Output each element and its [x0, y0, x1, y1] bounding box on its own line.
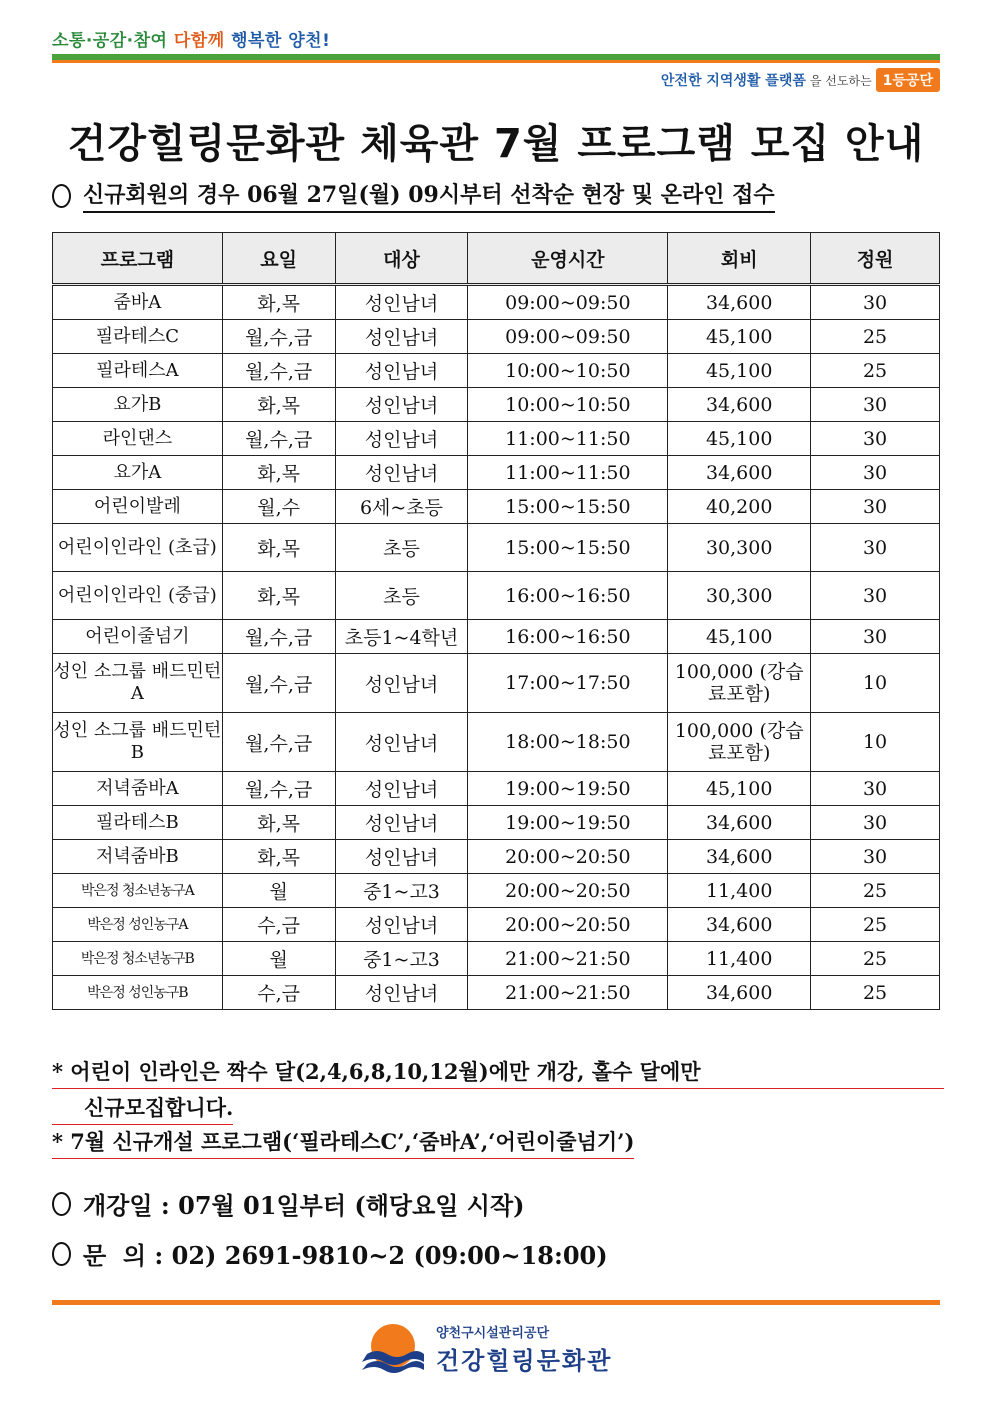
cell-time: 15:00~15:50: [468, 524, 668, 572]
cell-program: 요가A: [53, 456, 223, 490]
table-row: [53, 806, 940, 840]
cell-target: 성인남녀: [335, 713, 468, 772]
note-new-programs: * 7월 신규개설 프로그램(‘필라테스C’,‘줌바A’,‘어린이줄넘기’): [52, 1126, 634, 1159]
cell-days: 월,수,금: [222, 772, 335, 806]
cell-time: 21:00~21:50: [468, 942, 668, 976]
cell-days: 월,수: [222, 490, 335, 524]
cell-time: 21:00~21:50: [468, 976, 668, 1010]
cell-days: 화,목: [222, 524, 335, 572]
cell-program: 필라테스A: [53, 354, 223, 388]
cell-fee: 34,600: [668, 456, 811, 490]
cell-capacity: 30: [811, 456, 940, 490]
header-days: 요일: [222, 233, 335, 285]
cell-time: 20:00~20:50: [468, 840, 668, 874]
cell-capacity: 30: [811, 572, 940, 620]
cell-capacity: 30: [811, 840, 940, 874]
cell-days: 화,목: [222, 840, 335, 874]
tagline-small: 을 선도하는: [809, 73, 872, 88]
cell-program: 어린이인라인 (중급): [53, 572, 223, 620]
header-fee: 회비: [668, 233, 811, 285]
cell-time: 11:00~11:50: [468, 422, 668, 456]
footer-org: 양천구시설관리공단: [436, 1326, 550, 1341]
cell-time: 19:00~19:50: [468, 806, 668, 840]
cell-time: 17:00~17:50: [468, 654, 668, 713]
cell-days: 월,수,금: [222, 654, 335, 713]
cell-days: 월,수,금: [222, 422, 335, 456]
table-row: [53, 388, 940, 422]
cell-time: 09:00~09:50: [468, 285, 668, 320]
cell-target: 성인남녀: [335, 422, 468, 456]
cell-days: 화,목: [222, 285, 335, 320]
cell-capacity: 30: [811, 388, 940, 422]
header-orange-bar: [52, 60, 940, 63]
table-row: [53, 840, 940, 874]
cell-fee: 100,000 (강습료포함): [668, 654, 811, 713]
cell-time: 20:00~20:50: [468, 874, 668, 908]
cell-target: 초등1~4학년: [335, 620, 468, 654]
contact-info: [52, 1236, 608, 1271]
note-inline-schedule-cont: 신규모집합니다.: [52, 1092, 233, 1125]
cell-target: 성인남녀: [335, 320, 468, 354]
cell-program: 줌바A: [53, 285, 223, 320]
header-time: 운영시간: [468, 233, 668, 285]
cell-fee: 45,100: [668, 772, 811, 806]
cell-target: 6세~초등: [335, 490, 468, 524]
cell-capacity: 30: [811, 285, 940, 320]
contact-text: 문 의 : 02) 2691-9810~2 (09:00~18:00): [83, 1241, 608, 1270]
header-target: 대상: [335, 233, 468, 285]
cell-program: 필라테스B: [53, 806, 223, 840]
cell-time: 20:00~20:50: [468, 908, 668, 942]
cell-time: 19:00~19:50: [468, 772, 668, 806]
cell-capacity: 25: [811, 942, 940, 976]
cell-time: 16:00~16:50: [468, 572, 668, 620]
header-capacity: 정원: [811, 233, 940, 285]
cell-fee: 45,100: [668, 354, 811, 388]
notice-text: 신규회원의 경우 06월 27일(월) 09시부터 선착순 현장 및 온라인 접수: [83, 178, 775, 213]
cell-program: 박은정 청소년농구B: [53, 942, 223, 976]
cell-program: 어린이발레: [53, 490, 223, 524]
cell-time: 18:00~18:50: [468, 713, 668, 772]
footer-logo: [362, 1318, 612, 1380]
table-row: [53, 874, 940, 908]
cell-days: 월: [222, 874, 335, 908]
table-row: [53, 713, 940, 772]
cell-program: 어린이인라인 (초급): [53, 524, 223, 572]
cell-target: 중1~고3: [335, 874, 468, 908]
slogan-part3: 행복한 양천!: [231, 31, 331, 51]
program-table: [52, 232, 940, 1010]
cell-time: 15:00~15:50: [468, 490, 668, 524]
cell-time: 16:00~16:50: [468, 620, 668, 654]
cell-days: 월,수,금: [222, 713, 335, 772]
cell-fee: 11,400: [668, 874, 811, 908]
slogan-part2: 다함께: [173, 31, 225, 51]
cell-capacity: 30: [811, 524, 940, 572]
cell-days: 월,수,금: [222, 620, 335, 654]
cell-target: 초등: [335, 572, 468, 620]
note-inline-schedule: * 어린이 인라인은 짝수 달(2,4,6,8,10,12월)에만 개강, 홀수 달에만: [52, 1056, 944, 1089]
header-slogan: [52, 26, 330, 51]
cell-fee: 11,400: [668, 942, 811, 976]
table-row: [53, 285, 940, 320]
table-row: [53, 942, 940, 976]
cell-program: 요가B: [53, 388, 223, 422]
table-row: [53, 908, 940, 942]
table-header-row: [53, 233, 940, 285]
header-tagline: [661, 68, 940, 92]
cell-days: 월,수,금: [222, 320, 335, 354]
cell-time: 11:00~11:50: [468, 456, 668, 490]
table-row: [53, 620, 940, 654]
cell-capacity: 25: [811, 874, 940, 908]
table-row: [53, 354, 940, 388]
cell-program: 저녁줌바A: [53, 772, 223, 806]
cell-program: 박은정 성인농구B: [53, 976, 223, 1010]
circle-bullet-icon: [52, 1242, 71, 1266]
cell-time: 09:00~09:50: [468, 320, 668, 354]
table-row: [53, 490, 940, 524]
cell-fee: 34,600: [668, 976, 811, 1010]
cell-capacity: 10: [811, 654, 940, 713]
cell-fee: 34,600: [668, 806, 811, 840]
cell-days: 화,목: [222, 572, 335, 620]
cell-target: 성인남녀: [335, 285, 468, 320]
cell-days: 월: [222, 942, 335, 976]
cell-target: 성인남녀: [335, 354, 468, 388]
table-row: [53, 456, 940, 490]
cell-fee: 30,300: [668, 524, 811, 572]
cell-target: 성인남녀: [335, 840, 468, 874]
opening-info: [52, 1186, 525, 1221]
cell-target: 성인남녀: [335, 654, 468, 713]
cell-fee: 34,600: [668, 908, 811, 942]
cell-days: 수,금: [222, 976, 335, 1010]
cell-fee: 45,100: [668, 422, 811, 456]
cell-program: 박은정 청소년농구A: [53, 874, 223, 908]
cell-target: 성인남녀: [335, 976, 468, 1010]
header-program: 프로그램: [53, 233, 223, 285]
table-row: [53, 320, 940, 354]
cell-days: 수,금: [222, 908, 335, 942]
cell-program: 어린이줄넘기: [53, 620, 223, 654]
circle-bullet-icon: [52, 1192, 71, 1216]
table-row: [53, 422, 940, 456]
slogan-part1: 소통·공감·참여: [52, 31, 168, 51]
cell-program: 저녁줌바B: [53, 840, 223, 874]
cell-program: 라인댄스: [53, 422, 223, 456]
footer-orange-bar: [52, 1300, 940, 1305]
sun-wave-logo-icon: [362, 1318, 424, 1380]
cell-capacity: 25: [811, 354, 940, 388]
cell-fee: 30,300: [668, 572, 811, 620]
cell-days: 화,목: [222, 456, 335, 490]
cell-program: 필라테스C: [53, 320, 223, 354]
table-row: [53, 976, 940, 1010]
cell-capacity: 25: [811, 320, 940, 354]
cell-target: 중1~고3: [335, 942, 468, 976]
cell-target: 성인남녀: [335, 388, 468, 422]
cell-capacity: 25: [811, 908, 940, 942]
tagline-text: 안전한 지역생활 플랫폼: [660, 73, 806, 89]
cell-target: 성인남녀: [335, 456, 468, 490]
tagline-badge: 1등공단: [876, 68, 940, 92]
footer-name: 건강힐링문화관: [436, 1347, 613, 1375]
table-row: [53, 654, 940, 713]
circle-bullet-icon: [52, 184, 71, 208]
cell-capacity: 30: [811, 772, 940, 806]
cell-program: 박은정 성인농구A: [53, 908, 223, 942]
cell-program: 성인 소그룹 배드민턴B: [53, 713, 223, 772]
table-row: [53, 524, 940, 572]
cell-days: 월,수,금: [222, 354, 335, 388]
cell-capacity: 30: [811, 490, 940, 524]
cell-time: 10:00~10:50: [468, 354, 668, 388]
cell-fee: 100,000 (강습료포함): [668, 713, 811, 772]
page-title: 건강힐링문화관 체육관 7월 프로그램 모집 안내: [67, 121, 925, 167]
cell-capacity: 10: [811, 713, 940, 772]
cell-fee: 45,100: [668, 320, 811, 354]
cell-fee: 34,600: [668, 285, 811, 320]
cell-target: 성인남녀: [335, 908, 468, 942]
cell-program: 성인 소그룹 배드민턴A: [53, 654, 223, 713]
opening-text: 개강일 : 07월 01일부터 (해당요일 시작): [83, 1191, 525, 1220]
cell-days: 화,목: [222, 388, 335, 422]
registration-notice: [52, 178, 775, 213]
cell-days: 화,목: [222, 806, 335, 840]
cell-capacity: 30: [811, 806, 940, 840]
cell-target: 성인남녀: [335, 806, 468, 840]
cell-capacity: 30: [811, 620, 940, 654]
cell-fee: 34,600: [668, 388, 811, 422]
cell-capacity: 30: [811, 422, 940, 456]
table-row: [53, 572, 940, 620]
table-row: [53, 772, 940, 806]
cell-target: 초등: [335, 524, 468, 572]
cell-time: 10:00~10:50: [468, 388, 668, 422]
cell-target: 성인남녀: [335, 772, 468, 806]
cell-fee: 40,200: [668, 490, 811, 524]
cell-capacity: 25: [811, 976, 940, 1010]
cell-fee: 34,600: [668, 840, 811, 874]
cell-fee: 45,100: [668, 620, 811, 654]
